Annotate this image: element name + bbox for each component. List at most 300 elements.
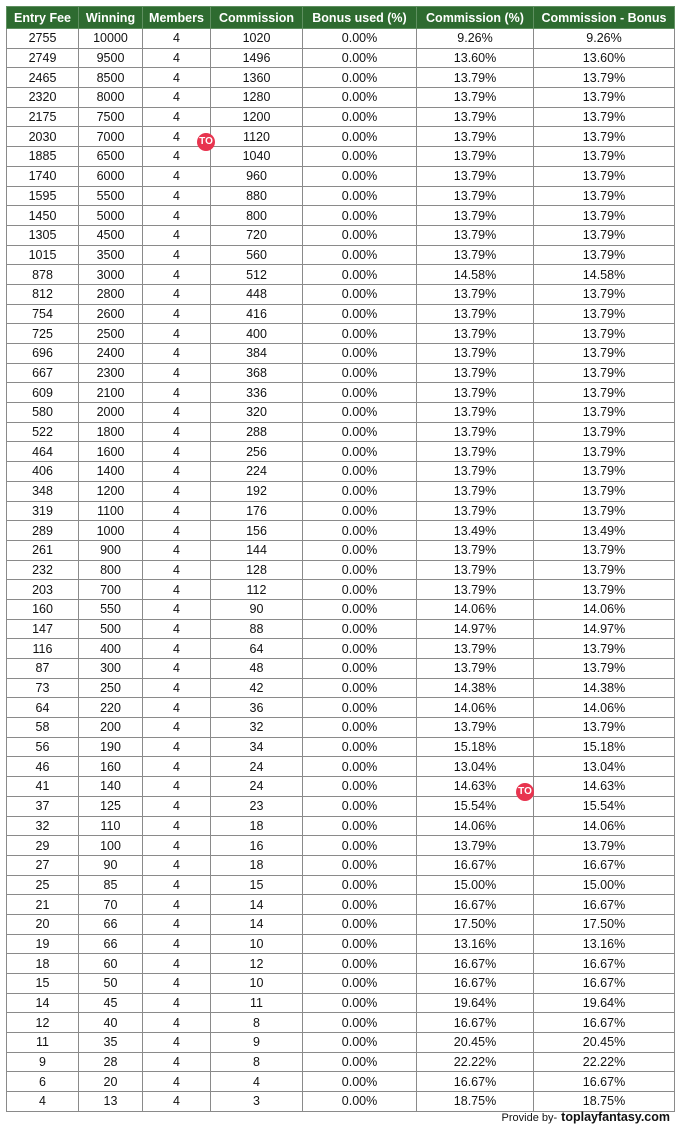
table-row bbox=[7, 284, 675, 304]
cell-winning: 9500 bbox=[79, 48, 143, 68]
cell-bonus-used: 0.00% bbox=[303, 836, 417, 856]
cell-commission-minus-bonus: 9.26% bbox=[534, 29, 675, 49]
cell-bonus-used: 0.00% bbox=[303, 678, 417, 698]
cell-commission-minus-bonus: 16.67% bbox=[534, 895, 675, 915]
table-row bbox=[7, 304, 675, 324]
cell-members: 4 bbox=[143, 442, 211, 462]
table-row bbox=[7, 68, 675, 88]
cell-commission-minus-bonus: 13.79% bbox=[534, 462, 675, 482]
cell-commission-percent: 15.18% bbox=[417, 737, 534, 757]
cell-members: 4 bbox=[143, 580, 211, 600]
cell-commission-minus-bonus: 18.75% bbox=[534, 1092, 675, 1112]
cell-entry-fee: 58 bbox=[7, 718, 79, 738]
table-row bbox=[7, 718, 675, 738]
cell-commission-minus-bonus: 13.79% bbox=[534, 540, 675, 560]
cell-bonus-used: 0.00% bbox=[303, 737, 417, 757]
table-row bbox=[7, 619, 675, 639]
cell-bonus-used: 0.00% bbox=[303, 48, 417, 68]
cell-bonus-used: 0.00% bbox=[303, 442, 417, 462]
cell-entry-fee: 2465 bbox=[7, 68, 79, 88]
cell-entry-fee: 14 bbox=[7, 993, 79, 1013]
cell-winning: 10000 bbox=[79, 29, 143, 49]
table-row bbox=[7, 678, 675, 698]
cell-commission: 560 bbox=[211, 245, 303, 265]
cell-commission-percent: 15.54% bbox=[417, 796, 534, 816]
cell-commission-minus-bonus: 13.79% bbox=[534, 422, 675, 442]
table-row bbox=[7, 1052, 675, 1072]
cell-commission: 11 bbox=[211, 993, 303, 1013]
cell-commission-minus-bonus: 13.79% bbox=[534, 639, 675, 659]
table-row bbox=[7, 324, 675, 344]
cell-commission: 1496 bbox=[211, 48, 303, 68]
cell-winning: 190 bbox=[79, 737, 143, 757]
cell-winning: 40 bbox=[79, 1013, 143, 1033]
cell-commission-percent: 13.04% bbox=[417, 757, 534, 777]
cell-bonus-used: 0.00% bbox=[303, 1052, 417, 1072]
cell-bonus-used: 0.00% bbox=[303, 147, 417, 167]
cell-commission-percent: 13.79% bbox=[417, 206, 534, 226]
cell-winning: 2300 bbox=[79, 363, 143, 383]
cell-members: 4 bbox=[143, 560, 211, 580]
cell-winning: 85 bbox=[79, 875, 143, 895]
table-row bbox=[7, 816, 675, 836]
cell-commission-minus-bonus: 16.67% bbox=[534, 1072, 675, 1092]
cell-commission: 192 bbox=[211, 481, 303, 501]
cell-commission: 384 bbox=[211, 344, 303, 364]
cell-commission-minus-bonus: 14.63% bbox=[534, 777, 675, 797]
table-row bbox=[7, 521, 675, 541]
table-header bbox=[7, 7, 675, 29]
cell-winning: 66 bbox=[79, 914, 143, 934]
cell-commission-minus-bonus: 16.67% bbox=[534, 855, 675, 875]
table-row bbox=[7, 639, 675, 659]
cell-entry-fee: 147 bbox=[7, 619, 79, 639]
cell-members: 4 bbox=[143, 895, 211, 915]
cell-commission-minus-bonus: 13.79% bbox=[534, 836, 675, 856]
table-row bbox=[7, 836, 675, 856]
cell-commission-percent: 18.75% bbox=[417, 1092, 534, 1112]
cell-commission-percent: 16.67% bbox=[417, 974, 534, 994]
table-row bbox=[7, 1092, 675, 1112]
cell-winning: 900 bbox=[79, 540, 143, 560]
cell-bonus-used: 0.00% bbox=[303, 599, 417, 619]
cell-commission-minus-bonus: 13.60% bbox=[534, 48, 675, 68]
cell-bonus-used: 0.00% bbox=[303, 914, 417, 934]
cell-commission-minus-bonus: 14.06% bbox=[534, 698, 675, 718]
cell-members: 4 bbox=[143, 186, 211, 206]
cell-winning: 20 bbox=[79, 1072, 143, 1092]
cell-members: 4 bbox=[143, 855, 211, 875]
cell-winning: 2800 bbox=[79, 284, 143, 304]
commission-table bbox=[6, 6, 675, 1112]
cell-members: 4 bbox=[143, 1033, 211, 1053]
cell-entry-fee: 696 bbox=[7, 344, 79, 364]
cell-commission: 156 bbox=[211, 521, 303, 541]
cell-commission-percent: 15.00% bbox=[417, 875, 534, 895]
cell-members: 4 bbox=[143, 1013, 211, 1033]
cell-members: 4 bbox=[143, 1052, 211, 1072]
cell-commission: 1020 bbox=[211, 29, 303, 49]
cell-commission: 1200 bbox=[211, 107, 303, 127]
cell-entry-fee: 319 bbox=[7, 501, 79, 521]
cell-commission-minus-bonus: 22.22% bbox=[534, 1052, 675, 1072]
cell-commission-percent: 16.67% bbox=[417, 855, 534, 875]
cell-commission-percent: 13.79% bbox=[417, 88, 534, 108]
cell-commission: 4 bbox=[211, 1072, 303, 1092]
cell-commission-percent: 13.16% bbox=[417, 934, 534, 954]
cell-bonus-used: 0.00% bbox=[303, 481, 417, 501]
cell-winning: 3500 bbox=[79, 245, 143, 265]
table-row bbox=[7, 462, 675, 482]
table-row bbox=[7, 1013, 675, 1033]
cell-members: 4 bbox=[143, 206, 211, 226]
cell-commission-minus-bonus: 19.64% bbox=[534, 993, 675, 1013]
cell-winning: 250 bbox=[79, 678, 143, 698]
cell-members: 4 bbox=[143, 777, 211, 797]
cell-commission: 1120 bbox=[211, 127, 303, 147]
cell-commission: 10 bbox=[211, 974, 303, 994]
cell-winning: 35 bbox=[79, 1033, 143, 1053]
cell-entry-fee: 580 bbox=[7, 403, 79, 423]
cell-bonus-used: 0.00% bbox=[303, 245, 417, 265]
cell-entry-fee: 1595 bbox=[7, 186, 79, 206]
table-row bbox=[7, 245, 675, 265]
cell-commission: 18 bbox=[211, 855, 303, 875]
cell-commission-percent: 9.26% bbox=[417, 29, 534, 49]
cell-commission-percent: 13.79% bbox=[417, 718, 534, 738]
cell-entry-fee: 203 bbox=[7, 580, 79, 600]
cell-winning: 2100 bbox=[79, 383, 143, 403]
cell-commission-percent: 14.06% bbox=[417, 816, 534, 836]
cell-winning: 1400 bbox=[79, 462, 143, 482]
cell-entry-fee: 609 bbox=[7, 383, 79, 403]
table-row bbox=[7, 580, 675, 600]
cell-winning: 400 bbox=[79, 639, 143, 659]
cell-commission-minus-bonus: 13.79% bbox=[534, 107, 675, 127]
cell-commission-percent: 13.79% bbox=[417, 166, 534, 186]
cell-entry-fee: 160 bbox=[7, 599, 79, 619]
cell-bonus-used: 0.00% bbox=[303, 68, 417, 88]
cell-entry-fee: 2755 bbox=[7, 29, 79, 49]
table-row bbox=[7, 147, 675, 167]
cell-commission: 880 bbox=[211, 186, 303, 206]
cell-bonus-used: 0.00% bbox=[303, 521, 417, 541]
cell-winning: 1000 bbox=[79, 521, 143, 541]
cell-winning: 6000 bbox=[79, 166, 143, 186]
cell-members: 4 bbox=[143, 403, 211, 423]
cell-commission-percent: 13.79% bbox=[417, 344, 534, 364]
cell-entry-fee: 232 bbox=[7, 560, 79, 580]
cell-winning: 13 bbox=[79, 1092, 143, 1112]
cell-commission: 48 bbox=[211, 659, 303, 679]
cell-commission-minus-bonus: 15.18% bbox=[534, 737, 675, 757]
cell-commission-minus-bonus: 13.79% bbox=[534, 501, 675, 521]
cell-commission-percent: 20.45% bbox=[417, 1033, 534, 1053]
cell-commission-minus-bonus: 14.58% bbox=[534, 265, 675, 285]
cell-bonus-used: 0.00% bbox=[303, 284, 417, 304]
cell-entry-fee: 261 bbox=[7, 540, 79, 560]
cell-entry-fee: 1885 bbox=[7, 147, 79, 167]
cell-members: 4 bbox=[143, 698, 211, 718]
cell-bonus-used: 0.00% bbox=[303, 698, 417, 718]
table-row bbox=[7, 442, 675, 462]
cell-winning: 3000 bbox=[79, 265, 143, 285]
cell-winning: 7500 bbox=[79, 107, 143, 127]
table-row bbox=[7, 127, 675, 147]
cell-commission-minus-bonus: 14.06% bbox=[534, 816, 675, 836]
cell-commission: 112 bbox=[211, 580, 303, 600]
cell-members: 4 bbox=[143, 304, 211, 324]
footer-site: toplayfantasy.com bbox=[561, 1110, 670, 1124]
cell-winning: 5000 bbox=[79, 206, 143, 226]
cell-commission-percent: 13.79% bbox=[417, 422, 534, 442]
cell-commission-percent: 13.79% bbox=[417, 107, 534, 127]
table-row bbox=[7, 1072, 675, 1092]
cell-commission-minus-bonus: 13.79% bbox=[534, 324, 675, 344]
cell-commission-percent: 14.97% bbox=[417, 619, 534, 639]
cell-bonus-used: 0.00% bbox=[303, 501, 417, 521]
cell-commission: 24 bbox=[211, 757, 303, 777]
cell-entry-fee: 21 bbox=[7, 895, 79, 915]
cell-members: 4 bbox=[143, 29, 211, 49]
cell-members: 4 bbox=[143, 68, 211, 88]
cell-commission-minus-bonus: 13.79% bbox=[534, 344, 675, 364]
cell-entry-fee: 878 bbox=[7, 265, 79, 285]
cell-members: 4 bbox=[143, 954, 211, 974]
cell-entry-fee: 289 bbox=[7, 521, 79, 541]
cell-commission-percent: 13.79% bbox=[417, 284, 534, 304]
header-row bbox=[7, 7, 675, 29]
cell-commission-percent: 13.79% bbox=[417, 304, 534, 324]
cell-commission: 42 bbox=[211, 678, 303, 698]
cell-entry-fee: 725 bbox=[7, 324, 79, 344]
table-row bbox=[7, 29, 675, 49]
cell-winning: 5500 bbox=[79, 186, 143, 206]
cell-winning: 200 bbox=[79, 718, 143, 738]
cell-commission: 24 bbox=[211, 777, 303, 797]
cell-members: 4 bbox=[143, 757, 211, 777]
cell-entry-fee: 29 bbox=[7, 836, 79, 856]
cell-commission-percent: 13.79% bbox=[417, 403, 534, 423]
header-winning: Winning bbox=[79, 7, 143, 29]
cell-entry-fee: 87 bbox=[7, 659, 79, 679]
cell-winning: 800 bbox=[79, 560, 143, 580]
cell-commission: 1280 bbox=[211, 88, 303, 108]
cell-commission: 1360 bbox=[211, 68, 303, 88]
cell-commission-minus-bonus: 13.79% bbox=[534, 481, 675, 501]
table-row bbox=[7, 403, 675, 423]
cell-commission: 128 bbox=[211, 560, 303, 580]
cell-commission: 34 bbox=[211, 737, 303, 757]
cell-entry-fee: 116 bbox=[7, 639, 79, 659]
table-row bbox=[7, 225, 675, 245]
cell-members: 4 bbox=[143, 718, 211, 738]
cell-winning: 70 bbox=[79, 895, 143, 915]
cell-commission: 88 bbox=[211, 619, 303, 639]
cell-commission: 320 bbox=[211, 403, 303, 423]
table-row bbox=[7, 757, 675, 777]
cell-bonus-used: 0.00% bbox=[303, 540, 417, 560]
cell-entry-fee: 41 bbox=[7, 777, 79, 797]
cell-entry-fee: 56 bbox=[7, 737, 79, 757]
cell-commission-minus-bonus: 13.79% bbox=[534, 88, 675, 108]
cell-bonus-used: 0.00% bbox=[303, 560, 417, 580]
cell-members: 4 bbox=[143, 48, 211, 68]
cell-bonus-used: 0.00% bbox=[303, 107, 417, 127]
cell-commission-minus-bonus: 14.38% bbox=[534, 678, 675, 698]
cell-members: 4 bbox=[143, 481, 211, 501]
cell-members: 4 bbox=[143, 1092, 211, 1112]
cell-commission-percent: 13.79% bbox=[417, 580, 534, 600]
header-commission-percent: Commission (%) bbox=[417, 7, 534, 29]
cell-commission-percent: 14.63% bbox=[417, 777, 534, 797]
cell-entry-fee: 2749 bbox=[7, 48, 79, 68]
cell-bonus-used: 0.00% bbox=[303, 619, 417, 639]
cell-members: 4 bbox=[143, 816, 211, 836]
table-row bbox=[7, 501, 675, 521]
cell-commission: 18 bbox=[211, 816, 303, 836]
cell-commission-minus-bonus: 13.79% bbox=[534, 363, 675, 383]
cell-winning: 50 bbox=[79, 974, 143, 994]
cell-commission-minus-bonus: 20.45% bbox=[534, 1033, 675, 1053]
cell-bonus-used: 0.00% bbox=[303, 1033, 417, 1053]
table-row bbox=[7, 48, 675, 68]
cell-commission: 288 bbox=[211, 422, 303, 442]
cell-commission-minus-bonus: 13.79% bbox=[534, 659, 675, 679]
table-row bbox=[7, 540, 675, 560]
cell-commission-percent: 13.79% bbox=[417, 68, 534, 88]
table-row bbox=[7, 777, 675, 797]
cell-commission-percent: 13.79% bbox=[417, 147, 534, 167]
cell-entry-fee: 11 bbox=[7, 1033, 79, 1053]
cell-commission-percent: 13.79% bbox=[417, 659, 534, 679]
cell-bonus-used: 0.00% bbox=[303, 422, 417, 442]
table-row bbox=[7, 875, 675, 895]
cell-commission: 336 bbox=[211, 383, 303, 403]
cell-commission-percent: 13.79% bbox=[417, 560, 534, 580]
cell-commission: 176 bbox=[211, 501, 303, 521]
cell-commission: 10 bbox=[211, 934, 303, 954]
cell-winning: 160 bbox=[79, 757, 143, 777]
table-row bbox=[7, 954, 675, 974]
cell-members: 4 bbox=[143, 225, 211, 245]
cell-winning: 2500 bbox=[79, 324, 143, 344]
table-row bbox=[7, 698, 675, 718]
cell-commission: 368 bbox=[211, 363, 303, 383]
cell-entry-fee: 1305 bbox=[7, 225, 79, 245]
cell-bonus-used: 0.00% bbox=[303, 974, 417, 994]
cell-members: 4 bbox=[143, 914, 211, 934]
cell-commission-minus-bonus: 16.67% bbox=[534, 974, 675, 994]
cell-commission-percent: 14.06% bbox=[417, 698, 534, 718]
cell-entry-fee: 1740 bbox=[7, 166, 79, 186]
table-row bbox=[7, 363, 675, 383]
cell-entry-fee: 15 bbox=[7, 974, 79, 994]
cell-entry-fee: 64 bbox=[7, 698, 79, 718]
cell-commission: 720 bbox=[211, 225, 303, 245]
cell-commission-minus-bonus: 13.79% bbox=[534, 304, 675, 324]
cell-bonus-used: 0.00% bbox=[303, 166, 417, 186]
cell-members: 4 bbox=[143, 619, 211, 639]
table-row bbox=[7, 659, 675, 679]
cell-commission-minus-bonus: 15.00% bbox=[534, 875, 675, 895]
cell-commission: 12 bbox=[211, 954, 303, 974]
cell-entry-fee: 25 bbox=[7, 875, 79, 895]
cell-entry-fee: 46 bbox=[7, 757, 79, 777]
cell-commission: 16 bbox=[211, 836, 303, 856]
cell-commission: 144 bbox=[211, 540, 303, 560]
cell-commission: 32 bbox=[211, 718, 303, 738]
cell-commission: 224 bbox=[211, 462, 303, 482]
cell-entry-fee: 667 bbox=[7, 363, 79, 383]
cell-commission-minus-bonus: 13.79% bbox=[534, 127, 675, 147]
cell-commission: 448 bbox=[211, 284, 303, 304]
cell-bonus-used: 0.00% bbox=[303, 324, 417, 344]
cell-members: 4 bbox=[143, 383, 211, 403]
cell-commission: 400 bbox=[211, 324, 303, 344]
cell-commission-percent: 13.79% bbox=[417, 127, 534, 147]
cell-commission-minus-bonus: 13.79% bbox=[534, 245, 675, 265]
cell-members: 4 bbox=[143, 344, 211, 364]
table-row bbox=[7, 265, 675, 285]
cell-commission: 1040 bbox=[211, 147, 303, 167]
cell-bonus-used: 0.00% bbox=[303, 265, 417, 285]
cell-commission: 416 bbox=[211, 304, 303, 324]
header-commission: Commission bbox=[211, 7, 303, 29]
cell-bonus-used: 0.00% bbox=[303, 934, 417, 954]
cell-commission-minus-bonus: 13.79% bbox=[534, 186, 675, 206]
cell-entry-fee: 754 bbox=[7, 304, 79, 324]
cell-commission-percent: 13.79% bbox=[417, 245, 534, 265]
cell-winning: 2400 bbox=[79, 344, 143, 364]
header-members: Members bbox=[143, 7, 211, 29]
cell-commission-percent: 14.06% bbox=[417, 599, 534, 619]
cell-winning: 45 bbox=[79, 993, 143, 1013]
cell-members: 4 bbox=[143, 993, 211, 1013]
cell-winning: 550 bbox=[79, 599, 143, 619]
table-row bbox=[7, 914, 675, 934]
cell-winning: 7000 bbox=[79, 127, 143, 147]
cell-bonus-used: 0.00% bbox=[303, 186, 417, 206]
cell-commission-minus-bonus: 14.06% bbox=[534, 599, 675, 619]
cell-bonus-used: 0.00% bbox=[303, 344, 417, 364]
cell-commission-percent: 16.67% bbox=[417, 1072, 534, 1092]
cell-commission-minus-bonus: 16.67% bbox=[534, 1013, 675, 1033]
cell-commission-minus-bonus: 13.79% bbox=[534, 68, 675, 88]
table-row bbox=[7, 383, 675, 403]
table-row bbox=[7, 895, 675, 915]
cell-entry-fee: 12 bbox=[7, 1013, 79, 1033]
cell-commission-minus-bonus: 13.16% bbox=[534, 934, 675, 954]
cell-entry-fee: 19 bbox=[7, 934, 79, 954]
cell-members: 4 bbox=[143, 540, 211, 560]
cell-members: 4 bbox=[143, 836, 211, 856]
table-row bbox=[7, 599, 675, 619]
cell-members: 4 bbox=[143, 88, 211, 108]
cell-members: 4 bbox=[143, 737, 211, 757]
cell-winning: 2600 bbox=[79, 304, 143, 324]
cell-commission-percent: 14.58% bbox=[417, 265, 534, 285]
cell-bonus-used: 0.00% bbox=[303, 88, 417, 108]
cell-bonus-used: 0.00% bbox=[303, 29, 417, 49]
cell-commission-percent: 17.50% bbox=[417, 914, 534, 934]
table-row bbox=[7, 344, 675, 364]
cell-winning: 6500 bbox=[79, 147, 143, 167]
cell-entry-fee: 812 bbox=[7, 284, 79, 304]
cell-bonus-used: 0.00% bbox=[303, 363, 417, 383]
table-row bbox=[7, 107, 675, 127]
cell-winning: 140 bbox=[79, 777, 143, 797]
